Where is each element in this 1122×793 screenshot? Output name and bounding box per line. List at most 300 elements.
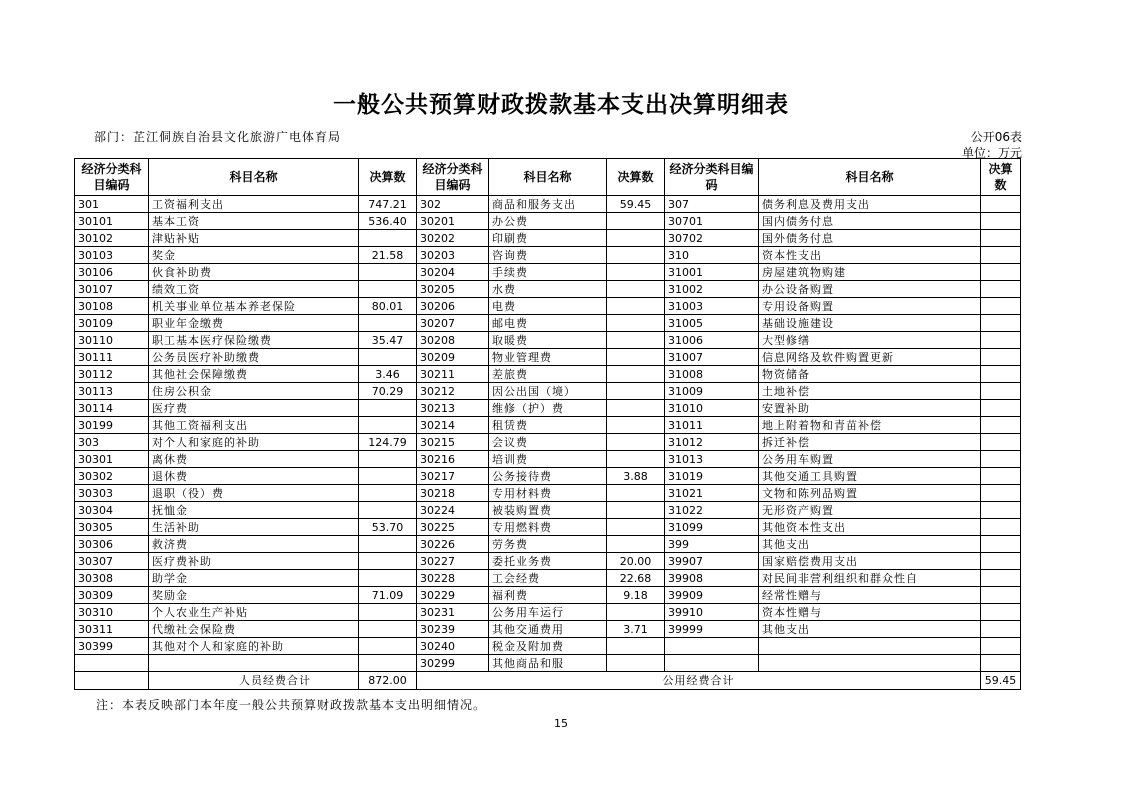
table-row bbox=[75, 638, 1021, 655]
cell-name-3: 无形资产购置 bbox=[759, 502, 981, 519]
cell-amount-3 bbox=[981, 570, 1021, 587]
cell-amount-1: 70.29 bbox=[359, 383, 417, 400]
cell-name-2: 维修（护）费 bbox=[489, 400, 607, 417]
cell-amount-3 bbox=[981, 400, 1021, 417]
table-row bbox=[75, 230, 1021, 247]
cell-name-1: 医疗费补助 bbox=[149, 553, 359, 570]
cell-amount-2 bbox=[607, 638, 665, 655]
cell-name-2: 取暖费 bbox=[489, 332, 607, 349]
cell-code-2: 30206 bbox=[417, 298, 489, 315]
cell-name-3: 国内债务付息 bbox=[759, 213, 981, 230]
cell-name-1: 工资福利支出 bbox=[149, 196, 359, 213]
page-title: 一般公共预算财政拨款基本支出决算明细表 bbox=[333, 92, 789, 118]
cell-name-2: 公务接待费 bbox=[489, 468, 607, 485]
cell-name-3: 土地补偿 bbox=[759, 383, 981, 400]
cell-amount-2 bbox=[607, 315, 665, 332]
cell-name-3: 文物和陈列品购置 bbox=[759, 485, 981, 502]
header-code-2: 经济分类科目编码 bbox=[417, 159, 489, 196]
cell-amount-2 bbox=[607, 366, 665, 383]
cell-amount-2 bbox=[607, 502, 665, 519]
cell-amount-3 bbox=[981, 366, 1021, 383]
cell-amount-2: 20.00 bbox=[607, 553, 665, 570]
cell-code-2: 30229 bbox=[417, 587, 489, 604]
cell-code-3: 31005 bbox=[665, 315, 759, 332]
cell-code-1: 30114 bbox=[75, 400, 149, 417]
cell-amount-2 bbox=[607, 383, 665, 400]
cell-name-3: 其他支出 bbox=[759, 536, 981, 553]
cell-code-1: 30103 bbox=[75, 247, 149, 264]
cell-amount-3 bbox=[981, 638, 1021, 655]
cell-code-3: 39910 bbox=[665, 604, 759, 621]
cell-amount-1 bbox=[359, 485, 417, 502]
cell-code-3: 39999 bbox=[665, 621, 759, 638]
cell-name-2: 因公出国（境） bbox=[489, 383, 607, 400]
cell-code-1: 303 bbox=[75, 434, 149, 451]
cell-amount-3 bbox=[981, 315, 1021, 332]
cell-code-1: 30308 bbox=[75, 570, 149, 587]
cell-amount-1 bbox=[359, 400, 417, 417]
table-row bbox=[75, 553, 1021, 570]
table-row bbox=[75, 213, 1021, 230]
table-header-row bbox=[75, 159, 1021, 196]
header-name-1: 科目名称 bbox=[149, 159, 359, 196]
header-name-2: 科目名称 bbox=[489, 159, 607, 196]
cell-code-3: 31019 bbox=[665, 468, 759, 485]
cell-code-2: 30205 bbox=[417, 281, 489, 298]
cell-code-1: 30311 bbox=[75, 621, 149, 638]
cell-code-3: 39907 bbox=[665, 553, 759, 570]
cell-code-3: 30702 bbox=[665, 230, 759, 247]
table-row bbox=[75, 536, 1021, 553]
cell-code-2: 30225 bbox=[417, 519, 489, 536]
totals-row bbox=[75, 672, 1021, 690]
cell-code-2: 30226 bbox=[417, 536, 489, 553]
cell-name-3: 安置补助 bbox=[759, 400, 981, 417]
cell-name-1: 公务员医疗补助缴费 bbox=[149, 349, 359, 366]
cell-amount-3 bbox=[981, 468, 1021, 485]
cell-name-1: 其他工资福利支出 bbox=[149, 417, 359, 434]
cell-name-2: 其他交通费用 bbox=[489, 621, 607, 638]
cell-name-1: 住房公积金 bbox=[149, 383, 359, 400]
cell-name-2: 会议费 bbox=[489, 434, 607, 451]
cell-name-3: 国外债务付息 bbox=[759, 230, 981, 247]
cell-name-1: 生活补助 bbox=[149, 519, 359, 536]
table-row bbox=[75, 315, 1021, 332]
table-row bbox=[75, 502, 1021, 519]
cell-name-3: 大型修缮 bbox=[759, 332, 981, 349]
cell-amount-3 bbox=[981, 383, 1021, 400]
table-row bbox=[75, 247, 1021, 264]
cell-name-3 bbox=[759, 638, 981, 655]
cell-amount-1 bbox=[359, 621, 417, 638]
cell-code-1: 30106 bbox=[75, 264, 149, 281]
cell-name-1: 其他对个人和家庭的补助 bbox=[149, 638, 359, 655]
public-total-value: 59.45 bbox=[981, 672, 1021, 690]
cell-code-2: 30218 bbox=[417, 485, 489, 502]
cell-amount-2: 59.45 bbox=[607, 196, 665, 213]
cell-name-1: 助学金 bbox=[149, 570, 359, 587]
cell-amount-3 bbox=[981, 247, 1021, 264]
cell-name-1: 绩效工资 bbox=[149, 281, 359, 298]
cell-code-2: 30212 bbox=[417, 383, 489, 400]
cell-amount-3 bbox=[981, 502, 1021, 519]
cell-name-2: 电费 bbox=[489, 298, 607, 315]
cell-name-1: 奖励金 bbox=[149, 587, 359, 604]
cell-amount-1 bbox=[359, 638, 417, 655]
personnel-total-label: 人员经费合计 bbox=[149, 672, 359, 690]
cell-code-3: 307 bbox=[665, 196, 759, 213]
cell-code-2: 30240 bbox=[417, 638, 489, 655]
cell-name-2: 被装购置费 bbox=[489, 502, 607, 519]
cell-name-2: 福利费 bbox=[489, 587, 607, 604]
cell-code-3: 31011 bbox=[665, 417, 759, 434]
cell-name-2: 专用燃料费 bbox=[489, 519, 607, 536]
header-amount-2: 决算数 bbox=[607, 159, 665, 196]
cell-amount-2 bbox=[607, 400, 665, 417]
totals-spacer-left bbox=[75, 672, 149, 690]
expenditure-table bbox=[74, 158, 1021, 690]
cell-name-3: 其他资本性支出 bbox=[759, 519, 981, 536]
cell-amount-1 bbox=[359, 604, 417, 621]
cell-code-2: 30231 bbox=[417, 604, 489, 621]
cell-name-2: 水费 bbox=[489, 281, 607, 298]
header-name-3: 科目名称 bbox=[759, 159, 981, 196]
cell-code-2: 30216 bbox=[417, 451, 489, 468]
cell-name-3: 物资储备 bbox=[759, 366, 981, 383]
cell-amount-1 bbox=[359, 570, 417, 587]
cell-code-1: 30112 bbox=[75, 366, 149, 383]
cell-name-1: 个人农业生产补贴 bbox=[149, 604, 359, 621]
cell-amount-1 bbox=[359, 553, 417, 570]
cell-name-1: 抚恤金 bbox=[149, 502, 359, 519]
cell-name-2: 商品和服务支出 bbox=[489, 196, 607, 213]
cell-name-1: 代缴社会保险费 bbox=[149, 621, 359, 638]
cell-code-2: 30207 bbox=[417, 315, 489, 332]
header-code-1: 经济分类科目编码 bbox=[75, 159, 149, 196]
cell-amount-3 bbox=[981, 281, 1021, 298]
cell-name-2: 培训费 bbox=[489, 451, 607, 468]
table-row bbox=[75, 298, 1021, 315]
cell-name-2: 工会经费 bbox=[489, 570, 607, 587]
cell-amount-2 bbox=[607, 434, 665, 451]
header-amount-1: 决算数 bbox=[359, 159, 417, 196]
cell-name-1: 机关事业单位基本养老保险 bbox=[149, 298, 359, 315]
cell-name-2: 委托业务费 bbox=[489, 553, 607, 570]
cell-amount-1: 71.09 bbox=[359, 587, 417, 604]
cell-amount-2 bbox=[607, 519, 665, 536]
cell-amount-3 bbox=[981, 230, 1021, 247]
cell-amount-3 bbox=[981, 349, 1021, 366]
cell-code-3: 310 bbox=[665, 247, 759, 264]
cell-name-2: 手续费 bbox=[489, 264, 607, 281]
cell-code-3: 31008 bbox=[665, 366, 759, 383]
cell-amount-1 bbox=[359, 264, 417, 281]
cell-code-2: 30227 bbox=[417, 553, 489, 570]
cell-code-1: 30108 bbox=[75, 298, 149, 315]
cell-name-1: 对个人和家庭的补助 bbox=[149, 434, 359, 451]
cell-amount-2: 3.71 bbox=[607, 621, 665, 638]
cell-amount-2 bbox=[607, 332, 665, 349]
cell-name-3: 地上附着物和青苗补偿 bbox=[759, 417, 981, 434]
cell-code-3: 39909 bbox=[665, 587, 759, 604]
cell-amount-2: 3.88 bbox=[607, 468, 665, 485]
cell-name-1: 奖金 bbox=[149, 247, 359, 264]
cell-code-1: 30199 bbox=[75, 417, 149, 434]
cell-name-1: 退职（役）费 bbox=[149, 485, 359, 502]
cell-name-3: 债务利息及费用支出 bbox=[759, 196, 981, 213]
cell-code-3: 31009 bbox=[665, 383, 759, 400]
cell-name-3: 办公设备购置 bbox=[759, 281, 981, 298]
cell-amount-1 bbox=[359, 315, 417, 332]
cell-amount-1: 35.47 bbox=[359, 332, 417, 349]
cell-code-1: 301 bbox=[75, 196, 149, 213]
cell-code-3: 31007 bbox=[665, 349, 759, 366]
cell-amount-2 bbox=[607, 417, 665, 434]
cell-code-3: 31003 bbox=[665, 298, 759, 315]
cell-amount-3 bbox=[981, 298, 1021, 315]
header-code-3: 经济分类科目编码 bbox=[665, 159, 759, 196]
page-number: 15 bbox=[554, 717, 568, 730]
table-row bbox=[75, 434, 1021, 451]
cell-amount-1: 53.70 bbox=[359, 519, 417, 536]
cell-amount-1 bbox=[359, 468, 417, 485]
cell-code-2: 30217 bbox=[417, 468, 489, 485]
cell-amount-3 bbox=[981, 553, 1021, 570]
cell-name-3: 房屋建筑物购建 bbox=[759, 264, 981, 281]
cell-amount-2 bbox=[607, 213, 665, 230]
table-row bbox=[75, 196, 1021, 213]
cell-code-3 bbox=[665, 638, 759, 655]
table-row bbox=[75, 281, 1021, 298]
cell-name-3: 资本性赠与 bbox=[759, 604, 981, 621]
cell-name-3: 资本性支出 bbox=[759, 247, 981, 264]
department-label: 部门：芷江侗族自治县文化旅游广电体育局 bbox=[94, 130, 342, 144]
cell-amount-1 bbox=[359, 536, 417, 553]
cell-code-3: 31012 bbox=[665, 434, 759, 451]
cell-name-3: 对民间非营利组织和群众性自 bbox=[759, 570, 981, 587]
cell-amount-3 bbox=[981, 332, 1021, 349]
cell-name-3: 公务用车购置 bbox=[759, 451, 981, 468]
cell-code-3: 31013 bbox=[665, 451, 759, 468]
table-row bbox=[75, 621, 1021, 638]
cell-code-2: 30215 bbox=[417, 434, 489, 451]
table-row bbox=[75, 383, 1021, 400]
cell-amount-2 bbox=[607, 281, 665, 298]
cell-amount-2 bbox=[607, 298, 665, 315]
cell-name-1: 医疗费 bbox=[149, 400, 359, 417]
cell-amount-1 bbox=[359, 451, 417, 468]
cell-amount-3 bbox=[981, 485, 1021, 502]
cell-name-3: 其他交通工具购置 bbox=[759, 468, 981, 485]
cell-amount-3 bbox=[981, 213, 1021, 230]
cell-amount-2 bbox=[607, 247, 665, 264]
cell-name-1: 职业年金缴费 bbox=[149, 315, 359, 332]
cell-code-2: 30202 bbox=[417, 230, 489, 247]
cell-name-2: 税金及附加费 bbox=[489, 638, 607, 655]
cell-amount-1: 747.21 bbox=[359, 196, 417, 213]
cell-amount-3 bbox=[981, 196, 1021, 213]
cell-code-3: 30701 bbox=[665, 213, 759, 230]
cell-code-1: 30107 bbox=[75, 281, 149, 298]
public-total-label: 公用经费合计 bbox=[417, 672, 981, 690]
form-number: 公开06表 bbox=[970, 130, 1022, 144]
cell-amount-3 bbox=[981, 434, 1021, 451]
table-row bbox=[75, 604, 1021, 621]
cell-code-2: 30201 bbox=[417, 213, 489, 230]
cell-amount-3 bbox=[981, 621, 1021, 638]
cell-amount-2 bbox=[607, 655, 665, 672]
cell-name-2: 咨询费 bbox=[489, 247, 607, 264]
cell-name-3: 其他支出 bbox=[759, 621, 981, 638]
cell-code-2: 30211 bbox=[417, 366, 489, 383]
table-row bbox=[75, 349, 1021, 366]
table-row bbox=[75, 332, 1021, 349]
cell-name-2: 物业管理费 bbox=[489, 349, 607, 366]
table-body bbox=[75, 196, 1021, 672]
cell-amount-1: 3.46 bbox=[359, 366, 417, 383]
cell-amount-2 bbox=[607, 349, 665, 366]
cell-amount-1 bbox=[359, 349, 417, 366]
cell-code-3: 31022 bbox=[665, 502, 759, 519]
cell-name-2: 其他商品和服 bbox=[489, 655, 607, 672]
cell-code-3: 31001 bbox=[665, 264, 759, 281]
cell-code-2: 30203 bbox=[417, 247, 489, 264]
table-row bbox=[75, 366, 1021, 383]
cell-name-1: 职工基本医疗保险缴费 bbox=[149, 332, 359, 349]
cell-amount-2 bbox=[607, 536, 665, 553]
cell-name-3: 信息网络及软件购置更新 bbox=[759, 349, 981, 366]
cell-name-3: 国家赔偿费用支出 bbox=[759, 553, 981, 570]
cell-amount-1 bbox=[359, 655, 417, 672]
cell-name-2: 专用材料费 bbox=[489, 485, 607, 502]
cell-code-1: 30301 bbox=[75, 451, 149, 468]
table-row bbox=[75, 468, 1021, 485]
cell-name-1: 救济费 bbox=[149, 536, 359, 553]
cell-amount-3 bbox=[981, 655, 1021, 672]
cell-code-2: 30208 bbox=[417, 332, 489, 349]
personnel-total-value: 872.00 bbox=[359, 672, 417, 690]
cell-code-2: 302 bbox=[417, 196, 489, 213]
cell-amount-1: 536.40 bbox=[359, 213, 417, 230]
cell-name-3: 基础设施建设 bbox=[759, 315, 981, 332]
cell-code-1: 30399 bbox=[75, 638, 149, 655]
cell-code-2: 30214 bbox=[417, 417, 489, 434]
table-row bbox=[75, 400, 1021, 417]
header-amount-3: 决算数 bbox=[981, 159, 1021, 196]
cell-name-2: 公务用车运行 bbox=[489, 604, 607, 621]
cell-name-1: 退休费 bbox=[149, 468, 359, 485]
cell-code-1: 30303 bbox=[75, 485, 149, 502]
cell-code-2: 30239 bbox=[417, 621, 489, 638]
cell-amount-3 bbox=[981, 519, 1021, 536]
cell-amount-1 bbox=[359, 502, 417, 519]
cell-name-1 bbox=[149, 655, 359, 672]
cell-name-3: 拆迁补偿 bbox=[759, 434, 981, 451]
cell-name-3: 专用设备购置 bbox=[759, 298, 981, 315]
cell-name-2: 劳务费 bbox=[489, 536, 607, 553]
table-row bbox=[75, 451, 1021, 468]
cell-amount-2 bbox=[607, 485, 665, 502]
cell-code-2: 30228 bbox=[417, 570, 489, 587]
cell-amount-2 bbox=[607, 451, 665, 468]
cell-amount-2: 22.68 bbox=[607, 570, 665, 587]
cell-code-3: 31006 bbox=[665, 332, 759, 349]
cell-amount-3 bbox=[981, 536, 1021, 553]
cell-code-3: 31021 bbox=[665, 485, 759, 502]
cell-name-1: 基本工资 bbox=[149, 213, 359, 230]
table-row bbox=[75, 417, 1021, 434]
cell-code-2: 30299 bbox=[417, 655, 489, 672]
cell-code-1: 30304 bbox=[75, 502, 149, 519]
cell-code-1: 30306 bbox=[75, 536, 149, 553]
table-row bbox=[75, 587, 1021, 604]
cell-code-3: 39908 bbox=[665, 570, 759, 587]
cell-amount-3 bbox=[981, 417, 1021, 434]
cell-name-2: 租赁费 bbox=[489, 417, 607, 434]
table-row bbox=[75, 485, 1021, 502]
cell-name-2: 邮电费 bbox=[489, 315, 607, 332]
cell-code-1: 30109 bbox=[75, 315, 149, 332]
cell-name-1: 伙食补助费 bbox=[149, 264, 359, 281]
cell-name-2: 办公费 bbox=[489, 213, 607, 230]
cell-amount-3 bbox=[981, 451, 1021, 468]
cell-amount-3 bbox=[981, 264, 1021, 281]
cell-code-1: 30110 bbox=[75, 332, 149, 349]
cell-code-1: 30305 bbox=[75, 519, 149, 536]
cell-amount-1: 124.79 bbox=[359, 434, 417, 451]
cell-code-3: 399 bbox=[665, 536, 759, 553]
cell-code-1: 30307 bbox=[75, 553, 149, 570]
cell-code-3: 31010 bbox=[665, 400, 759, 417]
cell-code-3 bbox=[665, 655, 759, 672]
cell-code-3: 31002 bbox=[665, 281, 759, 298]
cell-name-2: 印刷费 bbox=[489, 230, 607, 247]
cell-amount-2: 9.18 bbox=[607, 587, 665, 604]
cell-name-2: 差旅费 bbox=[489, 366, 607, 383]
table-row bbox=[75, 519, 1021, 536]
cell-code-1 bbox=[75, 655, 149, 672]
cell-amount-3 bbox=[981, 587, 1021, 604]
cell-code-1: 30310 bbox=[75, 604, 149, 621]
cell-code-1: 30302 bbox=[75, 468, 149, 485]
cell-amount-2 bbox=[607, 264, 665, 281]
cell-code-2: 30213 bbox=[417, 400, 489, 417]
cell-code-1: 30102 bbox=[75, 230, 149, 247]
cell-name-3: 经常性赠与 bbox=[759, 587, 981, 604]
cell-code-2: 30204 bbox=[417, 264, 489, 281]
cell-amount-2 bbox=[607, 230, 665, 247]
cell-code-1: 30101 bbox=[75, 213, 149, 230]
cell-amount-3 bbox=[981, 604, 1021, 621]
cell-amount-2 bbox=[607, 604, 665, 621]
table-row bbox=[75, 264, 1021, 281]
unit-label: 单位：万元 bbox=[961, 146, 1022, 160]
cell-code-1: 30111 bbox=[75, 349, 149, 366]
cell-name-1: 离休费 bbox=[149, 451, 359, 468]
table-row bbox=[75, 570, 1021, 587]
cell-code-1: 30309 bbox=[75, 587, 149, 604]
cell-amount-1 bbox=[359, 230, 417, 247]
table-row bbox=[75, 655, 1021, 672]
cell-amount-1: 80.01 bbox=[359, 298, 417, 315]
footnote: 注：本表反映部门本年度一般公共预算财政拨款基本支出明细情况。 bbox=[96, 698, 487, 712]
cell-amount-1 bbox=[359, 417, 417, 434]
cell-name-1: 其他社会保障缴费 bbox=[149, 366, 359, 383]
cell-code-2: 30209 bbox=[417, 349, 489, 366]
cell-code-3: 31099 bbox=[665, 519, 759, 536]
cell-amount-1 bbox=[359, 281, 417, 298]
cell-code-2: 30224 bbox=[417, 502, 489, 519]
